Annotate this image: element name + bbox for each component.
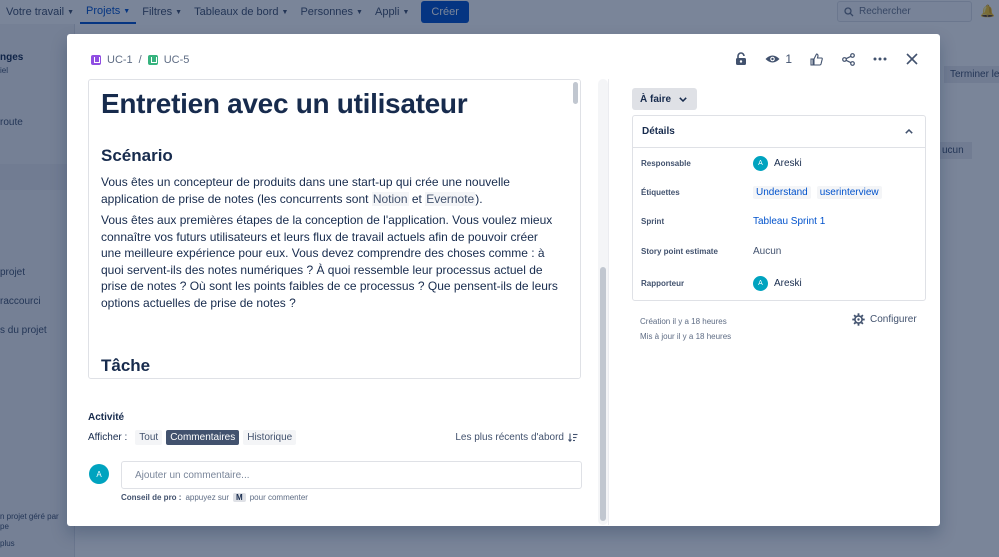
description-scroll-thumb[interactable] [573, 82, 578, 104]
activity-heading: Activité [88, 412, 125, 423]
evernote-link[interactable]: Evernote [426, 191, 475, 206]
comment-input[interactable]: Ajouter un commentaire... [121, 461, 582, 489]
story-points-key: Story point estimate [641, 247, 718, 256]
avatar: A [89, 464, 109, 484]
watch-button[interactable] [765, 52, 792, 66]
thumbs-up-icon[interactable] [808, 51, 824, 67]
labels-value[interactable] [753, 186, 882, 199]
close-icon[interactable] [904, 51, 920, 67]
story-icon [148, 55, 158, 65]
assignee-key: Responsable [641, 159, 691, 168]
para1-text-mid: et [408, 191, 426, 206]
activity-filter-row [88, 430, 578, 445]
detail-row-labels [641, 186, 917, 199]
para1-text-end: ). [475, 191, 483, 206]
activity-tab-all[interactable]: Tout [135, 430, 162, 445]
pro-tip-text-2: pour commenter [249, 493, 308, 502]
status-dropdown[interactable] [632, 88, 697, 110]
activity-tab-comments[interactable]: Commentaires [166, 430, 239, 445]
pro-tip-key: M [233, 493, 246, 502]
details-heading: Détails [642, 126, 675, 137]
breadcrumb-issue-key[interactable]: UC-5 [163, 54, 190, 66]
avatar: A [753, 156, 768, 171]
details-header[interactable] [633, 116, 925, 148]
reporter-name: Areski [774, 278, 802, 289]
description-content [101, 80, 561, 376]
more-icon[interactable] [872, 51, 888, 67]
task-heading: Tâche [101, 356, 151, 375]
header-actions [733, 51, 920, 67]
eye-icon [765, 54, 780, 64]
sprint-key: Sprint [641, 217, 665, 226]
created-timestamp: Création il y a 18 heures [640, 317, 727, 326]
detail-row-story-points [641, 246, 917, 257]
label-chip[interactable]: Understand [753, 186, 811, 199]
pro-tip [121, 493, 308, 502]
scenario-paragraph-1 [101, 174, 561, 207]
breadcrumb-separator: / [138, 54, 142, 66]
notion-link[interactable]: Notion [372, 191, 408, 206]
modal-scrollbar[interactable] [598, 79, 608, 525]
modal-divider [608, 79, 609, 525]
detail-row-sprint [641, 216, 917, 227]
scenario-heading: Scénario [101, 146, 173, 165]
updated-timestamp: Mis à jour il y a 18 heures [640, 332, 732, 341]
scenario-paragraph-2: Vous êtes aux premières étapes de la conception de l'application. Vous voulez mieux connaître vos futurs utilisateurs et leurs flux de travail actuels afin de pouvoir créer une meilleure expérience pour eux. Vous devez comprendre des choses comme : à quoi servent-ils des notes numériques ? À quoi ressemble leur processus actuel de prise de notes ? Où sont les points faibles de ce processus ? Que pensent-ils de leurs options actuelles de prise de notes ? [101, 213, 558, 310]
breadcrumb [91, 54, 189, 66]
share-icon[interactable] [840, 51, 856, 67]
modal-scroll-thumb[interactable] [600, 267, 606, 521]
activity-show-label: Afficher : [88, 432, 128, 443]
assignee-name: Areski [774, 158, 802, 169]
configure-label: Configurer [870, 314, 917, 325]
configure-button[interactable] [852, 313, 917, 326]
issue-meta [640, 314, 731, 344]
para1-text-start: Vous êtes un concepteur de produits dans une start-up qui crée une nouvelle application de prise de notes (les concurrents sont [101, 175, 510, 206]
breadcrumb-parent-key[interactable]: UC-1 [107, 54, 133, 66]
reporter-key: Rapporteur [641, 279, 685, 288]
sort-order-button[interactable] [455, 432, 578, 443]
detail-row-reporter [641, 276, 917, 291]
sort-icon [568, 433, 578, 442]
activity-tab-history[interactable]: Historique [243, 430, 296, 445]
chevron-down-icon [679, 97, 687, 102]
detail-row-assignee [641, 156, 917, 171]
labels-key: Étiquettes [641, 188, 680, 197]
details-panel [632, 115, 926, 301]
avatar: A [753, 276, 768, 291]
sprint-value[interactable]: Tableau Sprint 1 [753, 216, 826, 227]
lock-icon[interactable] [733, 51, 749, 67]
epic-icon [91, 55, 101, 65]
assignee-value[interactable] [753, 156, 802, 171]
pro-tip-label: Conseil de pro : [121, 493, 182, 502]
reporter-value[interactable] [753, 276, 802, 291]
description-panel[interactable] [88, 79, 581, 379]
sort-order-label: Les plus récents d'abord [455, 432, 564, 443]
chevron-up-icon [905, 129, 913, 134]
status-label: À faire [640, 93, 672, 105]
watch-count: 1 [785, 52, 792, 66]
gear-icon [852, 313, 865, 326]
issue-title[interactable]: Entretien avec un utilisateur [101, 88, 468, 119]
story-points-value[interactable]: Aucun [753, 246, 782, 257]
label-chip[interactable]: userinterview [817, 186, 882, 199]
description-scrollbar[interactable] [572, 80, 580, 379]
issue-modal [67, 34, 940, 526]
pro-tip-text-1: appuyez sur [185, 493, 230, 502]
